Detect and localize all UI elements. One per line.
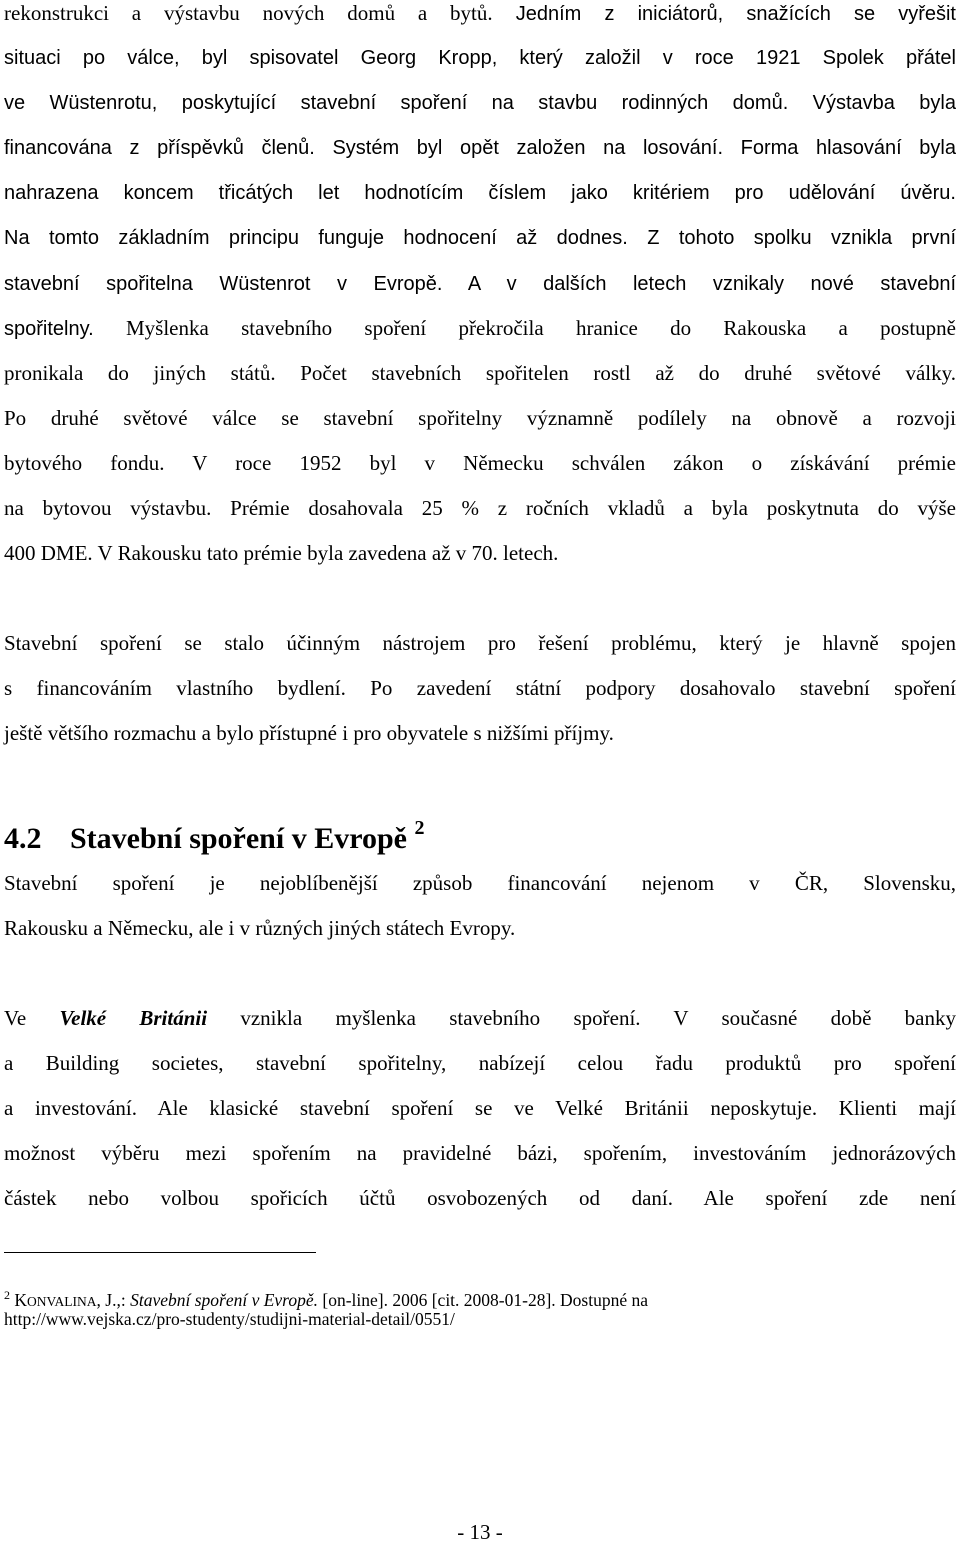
text-line: a Building societes, stavební spořitelny, nabízejí celou řadu produktů pro spoření (4, 1051, 956, 1075)
footnote-title: Stavební spoření v Evropě. (130, 1290, 318, 1310)
text-line: nahrazena koncem třicátých let hodnotícím číslem jako kritériem pro udělování úvěru. (4, 182, 956, 204)
footnote-text: [on-line]. 2006 [cit. 2008-01-28]. Dostupné na (318, 1290, 648, 1310)
text-line: částek nebo volbou spořicích účtů osvobozených od daní. Ale spoření zde není (4, 1186, 956, 1210)
text-span: Myšlenka stavebního spoření překročila hranice do Rakouska a postupně (93, 316, 956, 340)
text-line (4, 90, 956, 116)
text-span: Jedním z iniciátorů, snažících se vyřešit (492, 3, 956, 25)
footnote-number: 2 (4, 1288, 10, 1302)
text-line: s financováním vlastního bydlení. Po zavedení státní podpory dosahovalo stavební spoření (4, 676, 956, 700)
footnote-url[interactable]: http://www.vejska.cz/pro-studenty/studijni-material-detail/0551/ (4, 1309, 455, 1329)
text-span: financována z příspěvků členů. (4, 137, 315, 159)
text-line (4, 315, 956, 342)
text-line: Stavební spoření se stalo účinným nástrojem pro řešení problému, který je hlavně spojen (4, 631, 956, 655)
page-number: - 13 - (457, 1520, 503, 1544)
footnote-text: , J.,: (96, 1290, 131, 1310)
text-line: Stavební spoření je nejoblíbenější způsob financování nejenom v ČR, Slovensku, (4, 871, 956, 895)
text-line (4, 225, 956, 251)
text-line: Po druhé světové válce se stavební spořitelny významně podílely na obnově a rozvoji (4, 406, 956, 430)
text-line: ještě většího rozmachu a bylo přístupné i pro obyvatele s nižšími příjmy. (4, 721, 614, 745)
text-line: pronikala do jiných států. Počet stavebních spořitelen rostl až do druhé světové války. (4, 361, 956, 385)
text-span: Výstavba byla (788, 92, 956, 114)
text-line: bytového fondu. V roce 1952 byl v Německu schválen zákon o získávání prémie (4, 451, 956, 475)
text-span: Forma hlasování byla (723, 137, 956, 159)
text-line: situaci po válce, byl spisovatel Georg Kropp, který založil v roce 1921 Spolek přátel (4, 47, 956, 69)
text-line (4, 1005, 956, 1031)
text-line: Rakousku a Německu, ale i v různých jiných státech Evropy. (4, 916, 516, 940)
text-span: stavební spořitelna Wüstenrot v Evropě. (4, 273, 443, 295)
footnote-author: K (14, 1290, 28, 1310)
footnote-reference: 2 (414, 817, 425, 839)
text-line: 400 DME. V Rakousku tato prémie byla zavedena až v 70. letech. (4, 541, 559, 565)
text-line: a investování. Ale klasické stavební spoření se ve Velké Británii neposkytuje. Klienti mají (4, 1096, 956, 1120)
text-span: Z tohoto spolku vznikla první (627, 227, 956, 249)
text-line: možnost výběru mezi spořením na pravidelné bázi, spořením, investováním jednorázových (4, 1141, 956, 1165)
footnote-divider (4, 1252, 316, 1253)
text-span: vznikla myšlenka stavebního spoření. V současné době banky (207, 1006, 956, 1030)
text-line: na bytovou výstavbu. Prémie dosahovala 25 % z ročních vkladů a byla poskytnuta do výše (4, 496, 956, 520)
text-span: Systém byl opět založen na losování. (314, 137, 724, 159)
text-line (4, 270, 956, 297)
emphasized-text: Velké Británii (59, 1006, 208, 1030)
text-span: Ve (4, 1006, 60, 1030)
text-span: rekonstrukci a výstavbu nových domů a bytů. (4, 1, 493, 25)
text-span: ve Wüstenrotu, poskytující stavební spoření na stavbu rodinných domů. (4, 92, 789, 114)
section-heading (4, 808, 425, 859)
text-line (4, 135, 956, 161)
section-title: Stavební spoření v Evropě (70, 822, 407, 855)
text-span: Na tomto základním principu funguje hodnocení až dodnes. (4, 227, 628, 249)
text-line (4, 0, 956, 27)
text-span: A v dalších letech vznikaly nové stavební (442, 273, 956, 295)
text-span: spořitelny. (4, 318, 94, 340)
section-number: 4.2 (4, 822, 42, 855)
footnote-author: ONVALINA (27, 1294, 97, 1309)
